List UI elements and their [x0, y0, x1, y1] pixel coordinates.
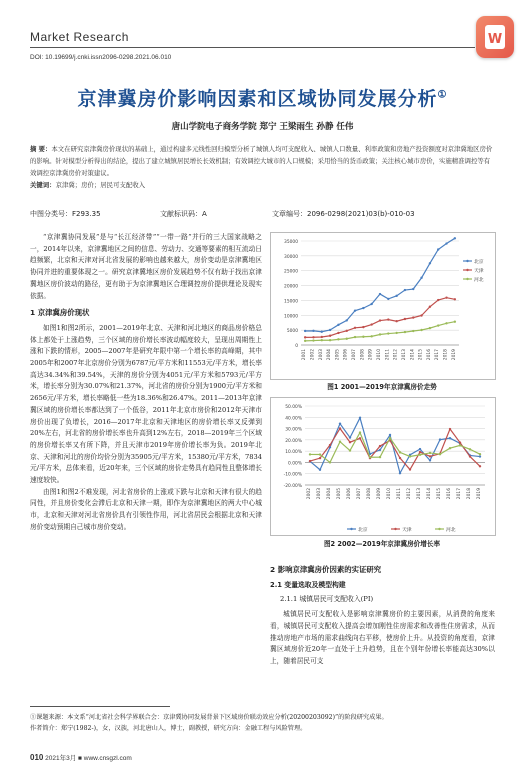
data-point: [349, 436, 351, 438]
data-point: [329, 461, 331, 463]
data-point: [479, 465, 481, 467]
data-point: [469, 448, 471, 450]
x-tick-label: 2006: [347, 488, 352, 500]
document-w-icon: [482, 23, 508, 51]
data-point: [449, 447, 451, 449]
data-point: [412, 316, 414, 318]
series-line: [305, 322, 455, 341]
data-point: [346, 319, 348, 321]
legend-label: 河北: [474, 278, 484, 283]
data-point: [319, 469, 321, 471]
data-point: [329, 329, 331, 331]
title-text: 京津冀房价影响因素和区域协同发展分析: [77, 88, 438, 110]
data-point: [404, 331, 406, 333]
x-tick-label: 2017: [457, 488, 462, 500]
data-point: [359, 437, 361, 439]
data-point: [395, 332, 397, 334]
data-point: [349, 449, 351, 451]
section-2-1-1-heading: 2.1.1 城镇居民可支配收入(PI): [280, 595, 374, 604]
data-point: [379, 449, 381, 451]
x-tick-label: 2018: [467, 488, 472, 500]
data-point: [420, 329, 422, 331]
x-tick-label: 2014: [410, 349, 416, 361]
data-point: [379, 456, 381, 458]
x-tick-label: 2008: [367, 488, 372, 500]
x-tick-label: 2013: [401, 349, 407, 361]
data-point: [354, 327, 356, 329]
x-tick-label: 2007: [352, 349, 358, 361]
y-tick-label: 30.00%: [285, 427, 302, 433]
abstract: [30, 143, 495, 191]
footnote-funding: ①课题来源：本文系“河北省社会科学界联合会：京津冀协同发展背景下区域房价联动效应分析(20200203092)”的阶段研究成果。: [30, 714, 388, 721]
x-tick-label: 2019: [451, 349, 457, 361]
x-tick-label: 2009: [368, 349, 374, 361]
series-line: [305, 238, 455, 331]
y-tick-label: 20.00%: [285, 438, 302, 444]
doc-code: 文献标识码：A: [160, 210, 207, 218]
y-tick-label: 30000: [284, 254, 298, 260]
data-point: [309, 453, 311, 455]
intro-paragraph: “京津冀协同发展”是与“长江经济带”“一带一路”并行的三大国家战略之一，2014年以来，京津冀地区之间的信息、劳动力、交通等要素的相互流动日趋频繁，北京和天津对河北省发展的影响也越来越大，房价变动是京津冀地区协同并进的重要体现之一。研究京津冀地区房价发展趋势不仅有助于找出京津冀地区房价波动的路径，更有助于为京津冀地区合理调控房价提供理论及现实依据。: [30, 233, 262, 300]
data-point: [429, 455, 431, 457]
x-tick-label: 2017: [435, 349, 441, 361]
data-point: [409, 455, 411, 457]
data-point: [321, 339, 323, 341]
data-point: [412, 330, 414, 332]
y-tick-label: 40.00%: [285, 416, 302, 422]
app-badge[interactable]: [476, 16, 514, 58]
data-point: [370, 303, 372, 305]
footnotes: [30, 712, 495, 734]
data-point: [339, 422, 341, 424]
data-point: [329, 339, 331, 341]
header-rule: [30, 47, 475, 48]
legend-label: 北京: [474, 260, 484, 265]
data-point: [449, 437, 451, 439]
data-point: [359, 431, 361, 433]
x-tick-label: 2014: [427, 488, 432, 500]
x-tick-label: 2004: [327, 349, 333, 361]
x-tick-label: 2013: [417, 488, 422, 500]
data-point: [329, 335, 331, 337]
data-point: [437, 324, 439, 326]
data-point: [304, 330, 306, 332]
data-point: [449, 428, 451, 430]
title-footnote-mark: ①: [437, 89, 448, 101]
data-point: [337, 324, 339, 326]
x-tick-label: 2015: [437, 488, 442, 500]
x-tick-label: 2002: [310, 349, 316, 361]
legend-marker: [350, 528, 352, 530]
x-tick-label: 2005: [335, 349, 341, 361]
right-column-text: [270, 559, 495, 668]
x-tick-label: 2010: [387, 488, 392, 500]
figure-2-caption: 图2 2002—2019年京津冀房价增长率: [323, 540, 441, 548]
y-tick-label: 10000: [284, 314, 298, 320]
data-point: [479, 455, 481, 457]
x-tick-label: 2005: [337, 488, 342, 500]
x-tick-label: 2008: [360, 349, 366, 361]
page-number: 010: [30, 753, 44, 762]
data-point: [321, 331, 323, 333]
data-point: [420, 314, 422, 316]
y-tick-label: 20000: [284, 284, 298, 290]
y-tick-label: 50.00%: [285, 405, 302, 410]
data-point: [329, 444, 331, 446]
data-point: [304, 340, 306, 342]
data-point: [389, 437, 391, 439]
section-1-paragraph-2: 由图1和图2不难发现，河北省房价的上涨或下跌与北京和天津有很大的趋同性，并且房价变化会滞后北京和天津一期，即作为京津冀地区的两大中心城市，北京和天津对河北省房价具有引领性作用，河北省居民会根据北京和天津房价变动预期自己城市房价变动。: [30, 487, 262, 531]
data-point: [349, 441, 351, 443]
data-point: [362, 326, 364, 328]
series-line: [305, 298, 455, 338]
data-point: [379, 293, 381, 295]
figure-1-chart: [270, 232, 496, 380]
section-2-heading: 2 影响京津冀房价因素的实证研究: [270, 565, 382, 574]
author-line: 唐山学院电子商务学院 郑宁 王梁雨生 孙静 任伟: [171, 122, 354, 132]
x-tick-label: 2001: [302, 349, 308, 361]
legend-label: 天津: [402, 528, 412, 533]
data-point: [319, 453, 321, 455]
x-tick-label: 2019: [477, 488, 482, 500]
figure-2-chart: [270, 397, 496, 536]
data-point: [379, 333, 381, 335]
data-point: [339, 427, 341, 429]
data-point: [429, 452, 431, 454]
data-point: [399, 472, 401, 474]
data-point: [312, 336, 314, 338]
data-point: [321, 336, 323, 338]
legend-label: 北京: [358, 528, 368, 533]
y-tick-label: -10.00%: [283, 472, 302, 478]
section-2-paragraph: 城镇居民可支配收入是影响京津冀房价的主要因素，从消费的角度来看，城镇居民可支配收入提高会增加刚性住房需求和改善性住房需求，从而推动房地产市场的需求曲线向右平移，使房价上升。从投资的角度看，京津冀区域房价近20年一直处于上升趋势，且在个别年份增长率能高达30%以上，随着居民可支: [270, 610, 495, 665]
legend-marker: [438, 528, 440, 530]
x-tick-label: 2011: [397, 488, 402, 500]
data-point: [369, 456, 371, 458]
data-point: [354, 309, 356, 311]
x-tick-label: 2002: [307, 488, 312, 500]
data-point: [389, 434, 391, 436]
data-point: [304, 336, 306, 338]
data-point: [312, 330, 314, 332]
section-1-paragraph-1: 如图1和图2所示，2001—2019年北京、天津和河北地区的商品房价格总体上都处于上涨趋势，三个区域的房价增长率波动幅度较大，呈现出周期性上涨和下跌的情形，2005—2007年是研究年限中第一个增长率的高峰期，其中2005年和2007年北京房价分别为6787元/平方米和11553元/平方米，增长率高达34.34%和39.54%，天津的房价分别为4051元/平方米和5793元/平方米，增长率分别为30.07%和21.37%，河北省的房价分别为1900元/平方米和2656元/平方米，增长率略低一些为18.36%和26.47%。2011—2013年京津冀区域的房价增长率都达到了一个低谷，2011年北京市房价和2012年天津市房价出现了负增长，2016—2017年北京和天津地区的房价增长率又反弹到20%左右，河北省的房价增长率也升高到12%左右，2018—2019年三个区域的房价增长率又有所下降，并且天津市2019年房价增长率为负。2019年北京、天津和河北的房价均价分别为35905元/平方米，15380元/平方米，7834元/平方米，总体来看，近20年来，三个区域的房价走势具有趋同性且整体增长速度较快。: [30, 323, 262, 485]
data-point: [312, 339, 314, 341]
data-point: [399, 451, 401, 453]
section-2-1-heading: 2.1 变量选取及模型构建: [270, 580, 346, 589]
data-point: [419, 448, 421, 450]
svg-text:W: W: [487, 32, 503, 47]
x-tick-label: 2011: [385, 349, 391, 361]
doi-line: DOI: 10.19699/j.cnki.issn2096-0298.2021.06.010: [30, 54, 172, 61]
data-point: [419, 451, 421, 453]
legend-marker: [466, 269, 468, 271]
legend-label: 河北: [446, 528, 456, 533]
data-point: [437, 299, 439, 301]
left-column: [30, 232, 262, 534]
data-point: [379, 445, 381, 447]
data-point: [346, 330, 348, 332]
footer-info: 2021年3月 ■ www.cnsgzl.com: [45, 755, 132, 762]
data-point: [439, 453, 441, 455]
data-point: [387, 298, 389, 300]
data-point: [454, 237, 456, 239]
data-point: [420, 277, 422, 279]
abstract-label: 摘 要：: [30, 145, 52, 153]
journal-name: Market Research: [30, 30, 129, 44]
data-point: [337, 332, 339, 334]
data-point: [309, 460, 311, 462]
x-tick-label: 2015: [418, 349, 424, 361]
data-point: [362, 307, 364, 309]
data-point: [454, 298, 456, 300]
data-point: [429, 262, 431, 264]
data-point: [370, 335, 372, 337]
data-point: [346, 338, 348, 340]
data-point: [339, 441, 341, 443]
x-tick-label: 2012: [407, 488, 412, 500]
data-point: [429, 459, 431, 461]
x-tick-label: 2016: [426, 349, 432, 361]
data-point: [379, 319, 381, 321]
legend-marker: [394, 528, 396, 530]
x-tick-label: 2003: [317, 488, 322, 500]
data-point: [404, 289, 406, 291]
keywords-label: 关键词：: [30, 181, 56, 189]
data-point: [469, 455, 471, 457]
data-point: [387, 332, 389, 334]
y-tick-label: 10.00%: [285, 450, 302, 456]
x-tick-label: 2003: [318, 349, 324, 361]
data-point: [445, 296, 447, 298]
data-point: [439, 438, 441, 440]
data-point: [354, 336, 356, 338]
data-point: [362, 336, 364, 338]
page-footer: [30, 753, 132, 762]
data-point: [370, 323, 372, 325]
section-1-heading: 1 京津冀房价现状: [30, 308, 90, 318]
footnote-rule: [30, 706, 170, 707]
data-point: [445, 242, 447, 244]
data-point: [459, 444, 461, 446]
article-number: 文章编号：2096-0298(2021)03(b)-010-03: [272, 210, 415, 218]
data-point: [409, 468, 411, 470]
x-tick-label: 2012: [393, 349, 399, 361]
x-tick-label: 2004: [327, 488, 332, 500]
data-point: [429, 306, 431, 308]
y-tick-label: 0: [295, 344, 298, 349]
data-point: [399, 457, 401, 459]
y-tick-label: 25000: [284, 269, 298, 275]
x-tick-label: 2016: [447, 488, 452, 500]
data-point: [412, 288, 414, 290]
x-tick-label: 2010: [377, 349, 382, 361]
data-point: [454, 321, 456, 323]
y-tick-label: 15000: [284, 299, 298, 305]
data-point: [359, 417, 361, 419]
legend-marker: [466, 260, 468, 262]
x-tick-label: 2006: [343, 349, 349, 361]
keywords: 京津冀；房价；居民可支配收入: [55, 181, 146, 189]
y-tick-label: 5000: [286, 329, 298, 335]
legend-marker: [466, 278, 468, 280]
data-point: [429, 327, 431, 329]
data-point: [319, 457, 321, 459]
data-point: [419, 454, 421, 456]
abstract-text: 本文在研究京津冀房价现状的基础上，通过构建多元线性回归模型分析了城镇人均可支配收入、城镇人口数量、利率政策和房地产投资额度对京津冀地区房价的影响。针对模型分析得出的结论，提出了建立城镇居民增长长效机制；有效调控大城市的人口规模；采用恰当的货币政策；关注核心城市房价，实施精准调控等有效调控京津冀房价对策建议。: [30, 145, 493, 177]
x-tick-label: 2009: [377, 488, 382, 500]
data-point: [395, 295, 397, 297]
data-point: [404, 318, 406, 320]
data-point: [445, 322, 447, 324]
x-tick-label: 2007: [357, 488, 362, 500]
data-point: [479, 453, 481, 455]
x-tick-label: 2018: [443, 349, 449, 361]
figure-1-caption: 图1 2001—2019年京津冀房价走势: [327, 383, 437, 391]
data-point: [437, 248, 439, 250]
y-tick-label: -20.00%: [283, 484, 302, 489]
y-tick-label: 0.00%: [288, 461, 302, 467]
y-tick-label: 35000: [284, 240, 298, 245]
data-point: [387, 318, 389, 320]
data-point: [337, 338, 339, 340]
data-point: [395, 320, 397, 322]
article-title: [0, 84, 525, 111]
legend-label: 天津: [474, 269, 484, 274]
clc-number: 中图分类号：F293.35: [30, 210, 101, 218]
data-point: [459, 441, 461, 443]
footnote-author-bio: 作者简介：郑宁(1982-)，女，汉族，河北唐山人，博士，副教授，研究方向：金融工程与风险管理。: [30, 725, 307, 732]
